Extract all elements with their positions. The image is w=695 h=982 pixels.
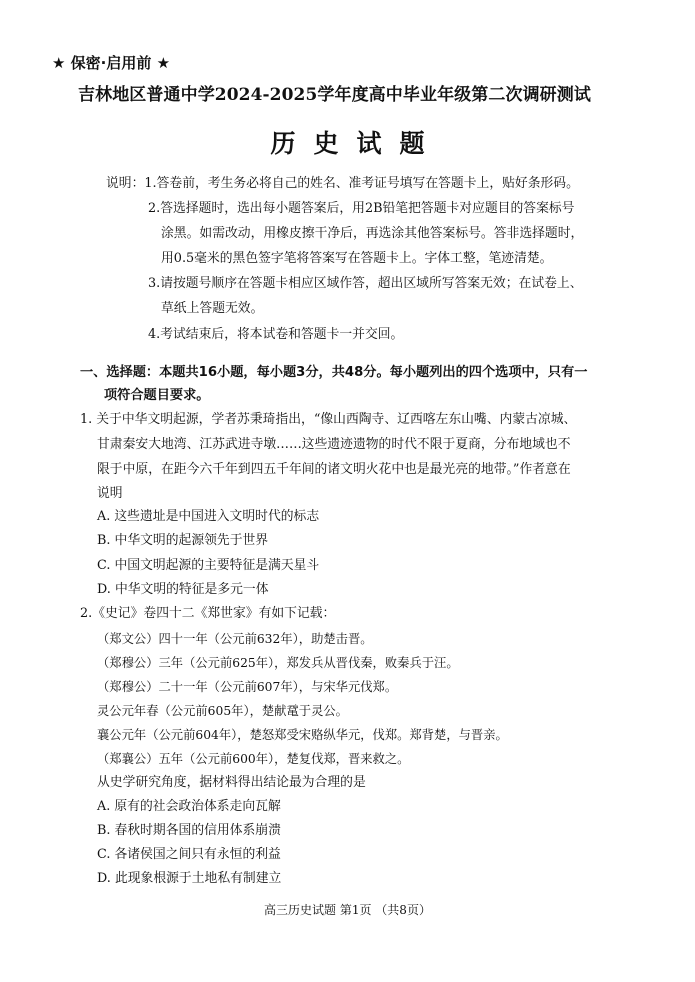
question-1-text: 甘肃秦安大地湾、江苏武进寺墩……这些遗迹遗物的时代不限于夏商，分布地域也不 [97, 437, 571, 452]
question-2-record: 襄公元年（公元前604年），楚怒郑受宋赂纵华元，伐郑。郑背楚，与晋亲。 [97, 728, 508, 742]
question-2-record: 灵公元年春（公元前605年），楚献鼋于灵公。 [97, 704, 348, 718]
confidential-mark: ★ 保密·启用前 ★ [52, 54, 171, 72]
question-2-record: （郑穆公）三年（公元前625年），郑发兵从晋伐秦，败秦兵于汪。 [97, 656, 459, 670]
question-1-option-d: D. 中华文明的特征是多元一体 [97, 582, 269, 597]
question-1-text: 说明 [97, 486, 123, 501]
exam-title: 吉林地区普通中学2024-2025学年度高中毕业年级第二次调研测试 [78, 85, 591, 105]
question-2-record: （郑襄公）五年（公元前600年），楚复伐郑，晋来救之。 [97, 752, 410, 766]
instruction-line: 2.答选择题时，选出每小题答案后，用2B铅笔把答题卡对应题目的答案标号 [148, 201, 575, 216]
page-footer: 高三历史试题 第1页 （共8页） [264, 903, 431, 917]
section-heading: 一、选择题：本题共16小题，每小题3分，共48分。每小题列出的四个选项中，只有一 [80, 365, 588, 380]
question-1-option-a: A. 这些遗址是中国进入文明时代的标志 [97, 509, 320, 524]
instruction-line: 4.考试结束后，将本试卷和答题卡一并交回。 [148, 327, 404, 342]
instruction-line: 涂黑。如需改动，用橡皮擦干净后，再选涂其他答案标号。答非选择题时， [161, 226, 584, 241]
instruction-line: 草纸上答题无效。 [161, 301, 264, 316]
question-2-stem: 从史学研究角度，据材料得出结论最为合理的是 [97, 775, 366, 790]
question-2-record: （郑穆公）二十一年（公元前607年），与宋华元伐郑。 [97, 680, 398, 694]
question-2-record: （郑文公）四十一年（公元前632年），助楚击晋。 [97, 632, 373, 646]
question-1-text: 限于中原，在距今六千年到四五千年间的诸文明火花中也是最光亮的地带。”作者意在 [97, 462, 571, 477]
instruction-line: 说明：1.答卷前，考生务必将自己的姓名、准考证号填写在答题卡上，贴好条形码。 [106, 176, 579, 191]
instruction-line: 用0.5毫米的黑色签字笔将答案写在答题卡上。字体工整，笔迹清楚。 [161, 251, 553, 266]
question-2-option-a: A. 原有的社会政治体系走向瓦解 [97, 799, 281, 814]
question-2-intro: 2.《史记》卷四十二《郑世家》有如下记载： [80, 606, 336, 621]
question-1-text: 1. 关于中华文明起源，学者苏秉琦指出，“像山西陶寺、辽西喀左东山嘴、内蒙古凉城、 [80, 412, 577, 427]
instruction-line: 3.请按题号顺序在答题卡相应区域作答，超出区域所写答案无效；在试卷上、 [148, 276, 583, 291]
section-heading: 项符合题目要求。 [104, 388, 210, 403]
question-2-option-b: B. 春秋时期各国的信用体系崩溃 [97, 823, 281, 838]
question-2-option-c: C. 各诸侯国之间只有永恒的利益 [97, 847, 281, 862]
question-1-option-c: C. 中国文明起源的主要特征是满天星斗 [97, 558, 320, 573]
question-2-option-d: D. 此现象根源于土地私有制建立 [97, 871, 282, 886]
question-1-option-b: B. 中华文明的起源领先于世界 [97, 533, 269, 548]
subject-title: 历史试题 [270, 129, 443, 158]
